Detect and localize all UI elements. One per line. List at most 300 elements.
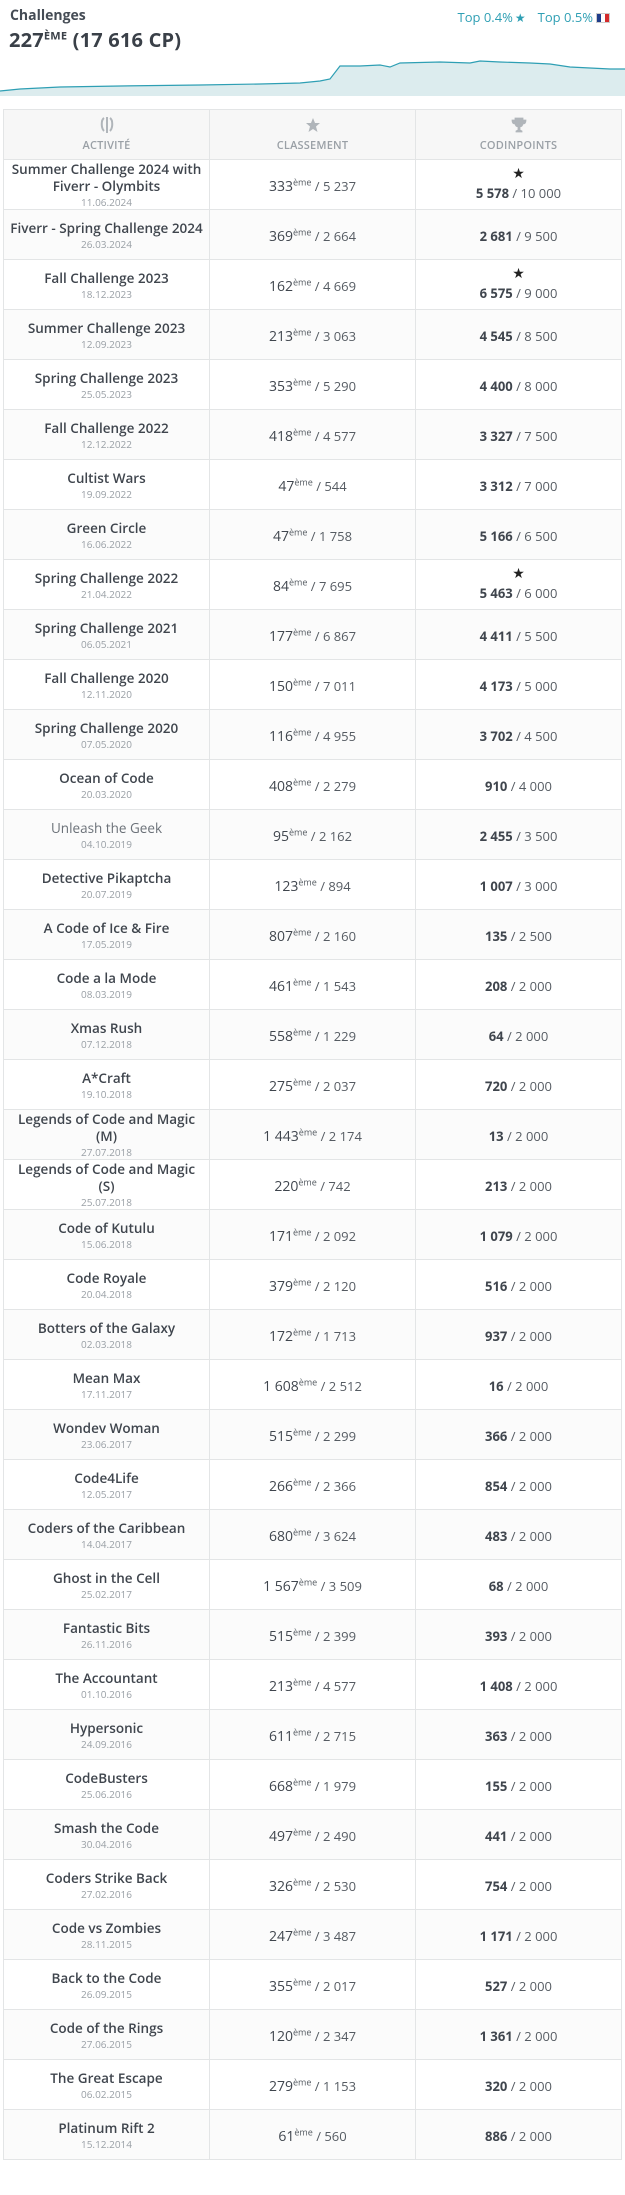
rank-suffix: ème (292, 375, 312, 389)
ranking-cell: 379ème / 2 120 (210, 1260, 416, 1310)
global-rank (9, 26, 181, 53)
codinpoints-cell: 4 400 / 8 000 (416, 360, 622, 410)
table-row (4, 810, 622, 860)
challenge-date: 06.05.2021 (81, 636, 132, 651)
activity-cell (4, 260, 210, 310)
rank-suffix: ème (292, 1475, 312, 1489)
rank-total: 544 (324, 476, 347, 495)
challenge-date: 17.11.2017 (81, 1386, 132, 1401)
codinpoints-cell: 886 / 2 000 (416, 2110, 622, 2160)
ranking-cell: 326ème / 2 530 (210, 1860, 416, 1910)
challenge-date: 23.06.2017 (81, 1436, 132, 1451)
challenge-date: 12.09.2023 (81, 336, 132, 351)
rank-suffix: ème (292, 1775, 312, 1789)
rank-value: 47 (278, 476, 295, 496)
cp-max: 2 000 (518, 1076, 552, 1095)
cp-value: 6 575 (479, 283, 513, 302)
challenge-date: 25.02.2017 (81, 1586, 132, 1601)
challenge-name[interactable]: A*Craft (82, 1068, 131, 1087)
cp-max: 2 000 (518, 1626, 552, 1645)
rank-total: 1 758 (318, 526, 353, 545)
rank-suffix: ème (292, 2025, 312, 2039)
cp-value: 1 007 (479, 876, 513, 895)
challenge-name[interactable]: Code4Life (74, 1468, 139, 1487)
challenges-header (0, 0, 625, 108)
cp-value: 1 408 (479, 1676, 513, 1695)
cp-value: 3 702 (479, 726, 513, 745)
cp-max: 2 000 (515, 1376, 549, 1395)
rank-total: 3 509 (328, 1576, 362, 1595)
cp-max: 2 000 (518, 976, 552, 995)
cp-value: 5 578 (475, 183, 510, 202)
challenge-name[interactable]: CodeBusters (65, 1768, 148, 1787)
codinpoints-cell: 527 / 2 000 (416, 1960, 622, 2010)
rank-value: 213 (268, 326, 293, 346)
table-row (4, 210, 622, 260)
rank-suffix: ème (292, 1325, 312, 1339)
challenge-name[interactable]: Ghost in the Cell (53, 1568, 160, 1587)
challenge-name[interactable]: A Code of Ice & Fire (43, 918, 170, 937)
activity-cell (4, 660, 210, 710)
ranking-cell: 369ème / 2 664 (210, 210, 416, 260)
rank-value: 116 (268, 726, 293, 746)
cp-max: 2 000 (524, 1926, 558, 1945)
challenge-name[interactable]: Fiverr - Spring Challenge 2024 (10, 218, 203, 237)
rank-total: 3 063 (322, 326, 357, 345)
rank-value: 515 (268, 1426, 293, 1446)
challenge-name[interactable]: Spring Challenge 2023 (34, 368, 179, 387)
activity-cell (4, 360, 210, 410)
challenge-name[interactable]: Platinum Rift 2 (58, 2118, 155, 2137)
table-row (4, 860, 622, 910)
challenge-name[interactable]: Coders Strike Back (45, 1868, 168, 1887)
challenge-name[interactable]: Fantastic Bits (62, 1618, 151, 1637)
challenge-date: 08.03.2019 (81, 986, 132, 1001)
codinpoints-cell: 5 166 / 6 500 (416, 510, 622, 560)
challenge-date: 02.03.2018 (81, 1336, 132, 1351)
table-row (4, 1460, 622, 1510)
cp-value: 527 (485, 1976, 508, 1995)
rank-suffix: ème (292, 225, 312, 239)
rank-value: 61 (278, 2126, 295, 2146)
rank-value: 680 (268, 1526, 293, 1546)
challenge-date: 14.04.2017 (81, 1536, 132, 1551)
star-icon (305, 116, 321, 134)
cp-value: 68 (488, 1576, 504, 1595)
rank-suffix: ème (294, 475, 313, 489)
challenge-name[interactable]: Mean Max (72, 1368, 141, 1387)
table-row (4, 660, 622, 710)
activity-cell (4, 2010, 210, 2060)
codinpoints-cell: 135 / 2 500 (416, 910, 622, 960)
codinpoints-cell: 2 455 / 3 500 (416, 810, 622, 860)
table-row (4, 1610, 622, 1660)
challenge-name[interactable]: Code Royale (66, 1268, 147, 1287)
cp-value: 5 463 (479, 583, 513, 602)
rank-suffix: ème (294, 2125, 313, 2139)
rank-value: 47 (272, 526, 289, 546)
rank-suffix: ème (292, 1075, 312, 1089)
table-row (4, 460, 622, 510)
cp-max: 9 000 (524, 283, 558, 302)
rank-suffix: ème (292, 1225, 312, 1239)
rank-total: 4 577 (322, 1676, 357, 1695)
challenge-date: 07.12.2018 (81, 1036, 132, 1051)
table-row (4, 260, 622, 310)
rank-total: 1 979 (322, 1776, 357, 1795)
codinpoints-cell: ★ 6 575 / 9 000 (416, 260, 622, 310)
challenge-date: 26.09.2015 (81, 1986, 132, 2001)
table-row (4, 1960, 622, 2010)
rank-value: 379 (268, 1276, 293, 1296)
activity-cell (4, 1060, 210, 1110)
ranking-cell: 515ème / 2 299 (210, 1410, 416, 1460)
rank-value: 611 (268, 1726, 293, 1746)
activity-cell (4, 160, 210, 210)
table-row (4, 1860, 622, 1910)
challenge-name[interactable]: The Accountant (55, 1668, 158, 1687)
activity-cell (4, 1960, 210, 2010)
codinpoints-cell: 2 681 / 9 500 (416, 210, 622, 260)
cp-max: 3 500 (524, 826, 558, 845)
codinpoints-cell: 4 545 / 8 500 (416, 310, 622, 360)
rank-total: 2 299 (322, 1426, 357, 1445)
rank-value: 171 (268, 1226, 293, 1246)
rank-value: 355 (268, 1976, 293, 1996)
codinpoints-cell: 155 / 2 000 (416, 1760, 622, 1810)
cp-value: 441 (485, 1826, 508, 1845)
codinpoints-cell: 4 411 / 5 500 (416, 610, 622, 660)
cp-max: 2 000 (515, 1576, 549, 1595)
table-row (4, 1310, 622, 1360)
challenge-name[interactable]: Summer Challenge 2023 (27, 318, 186, 337)
ranking-cell: 355ème / 2 017 (210, 1960, 416, 2010)
rank-total: 2 092 (322, 1226, 357, 1245)
cp-max: 2 000 (518, 1976, 552, 1995)
rank-total: 1 153 (322, 2076, 357, 2095)
challenge-name[interactable]: Wondev Woman (53, 1418, 160, 1437)
activity-cell (4, 1760, 210, 1810)
challenge-date: 12.12.2022 (81, 436, 132, 451)
rank-suffix: ème (292, 1825, 312, 1839)
challenge-name[interactable]: Legends of Code and Magic (M) (17, 1110, 196, 1145)
rank-value: 369 (268, 226, 293, 246)
cp-max: 7 000 (524, 476, 558, 495)
rank-total: 1 229 (322, 1026, 357, 1045)
table-row (4, 760, 622, 810)
rank-total: 2 347 (322, 2026, 357, 2045)
challenge-name[interactable]: Detective Pikaptcha (41, 868, 172, 887)
cp-value: 4 545 (479, 326, 513, 345)
rank-total: 7 695 (318, 576, 353, 595)
codinpoints-cell: 854 / 2 000 (416, 1460, 622, 1510)
challenge-date: 28.11.2015 (81, 1936, 132, 1951)
rank-total: 2 279 (322, 776, 357, 795)
cp-max: 2 000 (518, 2076, 552, 2095)
rank-value: 497 (268, 1826, 293, 1846)
challenge-name[interactable]: The Great Escape (50, 2068, 163, 2087)
cp-max: 6 000 (524, 583, 558, 602)
rank-total: 6 867 (322, 626, 357, 645)
challenge-name[interactable]: Code a la Mode (56, 968, 157, 987)
challenge-date: 06.02.2015 (81, 2086, 132, 2101)
activity-cell (4, 1010, 210, 1060)
table-row (4, 2060, 622, 2110)
activity-cell (4, 2110, 210, 2160)
rank-value: 418 (268, 426, 293, 446)
activity-cell (4, 1260, 210, 1310)
rank-total: 1 713 (322, 1326, 357, 1345)
rank-suffix: ème (288, 525, 308, 539)
cp-max: 2 000 (515, 1026, 549, 1045)
rank-suffix: ème (292, 2075, 312, 2089)
rank-suffix: ème (292, 775, 312, 789)
challenge-date: 21.04.2022 (81, 586, 132, 601)
challenge-name[interactable]: Fall Challenge 2022 (44, 418, 169, 437)
rank-value: 123 (274, 876, 299, 896)
table-row (4, 310, 622, 360)
challenge-name[interactable]: Botters of the Galaxy (37, 1318, 176, 1337)
table-row (4, 1710, 622, 1760)
cp-max: 6 500 (524, 526, 558, 545)
activity-cell (4, 1810, 210, 1860)
rank-total: 2 490 (322, 1826, 357, 1845)
challenge-date: 01.10.2016 (81, 1686, 132, 1701)
challenge-date: 26.11.2016 (81, 1636, 132, 1651)
rank-suffix: ème (288, 825, 308, 839)
rank-value: 558 (268, 1026, 293, 1046)
table-row (4, 610, 622, 660)
table-row (4, 1810, 622, 1860)
rank-suffix: ème (292, 1975, 312, 1989)
challenge-name[interactable]: Code of Kutulu (58, 1218, 155, 1237)
star-icon: ★ (512, 563, 525, 583)
rank-value: 220 (274, 1176, 299, 1196)
ranking-cell: 247ème / 3 487 (210, 1910, 416, 1960)
codinpoints-cell: 720 / 2 000 (416, 1060, 622, 1110)
challenge-date: 27.07.2018 (81, 1145, 132, 1159)
cp-max: 2 000 (518, 1826, 552, 1845)
table-row (4, 1010, 622, 1060)
activity-cell (4, 310, 210, 360)
challenge-name[interactable]: Summer Challenge 2024 with Fiverr - Olymbits (11, 160, 202, 195)
cp-value: 4 173 (479, 676, 513, 695)
cp-value: 937 (485, 1326, 508, 1345)
rank-suffix: ème (298, 1575, 318, 1589)
cp-value: 2 681 (479, 226, 513, 245)
rank-value: 162 (268, 276, 293, 296)
cp-max: 2 000 (518, 1526, 552, 1545)
cp-value: 4 400 (479, 376, 513, 395)
rank-total: 7 011 (322, 676, 357, 695)
ranking-cell: 172ème / 1 713 (210, 1310, 416, 1360)
ranking-cell: 95ème / 2 162 (210, 810, 416, 860)
rank-suffix: ème (292, 925, 312, 939)
col-codinpoints: CODINPOINTS (416, 110, 622, 160)
challenge-name[interactable]: Code of the Rings (49, 2018, 164, 2037)
rank-value: 1 567 (263, 1576, 299, 1596)
rank-suffix: ème (292, 975, 312, 989)
ranking-cell: 461ème / 1 543 (210, 960, 416, 1010)
cp-value: 155 (485, 1776, 508, 1795)
cp-value: 1 361 (479, 2026, 513, 2045)
cp-max: 2 000 (524, 2026, 558, 2045)
cp-value: 3 327 (479, 426, 513, 445)
cp-max: 5 500 (524, 626, 558, 645)
cp-max: 2 000 (518, 1276, 552, 1295)
codinpoints-cell: 937 / 2 000 (416, 1310, 622, 1360)
challenge-date: 24.09.2016 (81, 1736, 132, 1751)
rank-suffix: ème (292, 275, 312, 289)
codinpoints-cell: 516 / 2 000 (416, 1260, 622, 1310)
rank-value: 668 (268, 1776, 293, 1796)
challenge-date: 15.06.2018 (81, 1236, 132, 1251)
challenge-name[interactable]: Unleash the Geek (50, 818, 163, 837)
activity-cell (4, 2060, 210, 2110)
rank-value: 1 443 (263, 1126, 299, 1146)
activity-cell (4, 1360, 210, 1410)
codinpoints-cell: 1 361 / 2 000 (416, 2010, 622, 2060)
cp-value: 13 (488, 1126, 504, 1145)
challenge-name[interactable]: Legends of Code and Magic (S) (17, 1160, 196, 1195)
challenge-date: 27.06.2015 (81, 2036, 132, 2051)
cp-value: 2 455 (479, 826, 513, 845)
rank-suffix: ème (292, 425, 312, 439)
challenge-date: 11.06.2024 (81, 195, 132, 209)
ranking-cell: 275ème / 2 037 (210, 1060, 416, 1110)
rank-value: 461 (268, 976, 293, 996)
challenge-date: 30.04.2016 (81, 1836, 132, 1851)
activity-cell (4, 1560, 210, 1610)
rank-value: 120 (268, 2026, 293, 2046)
codinpoints-cell: 3 702 / 4 500 (416, 710, 622, 760)
challenge-name[interactable]: Spring Challenge 2020 (34, 718, 179, 737)
codinpoints-cell: 483 / 2 000 (416, 1510, 622, 1560)
rank-value: 84 (272, 576, 289, 596)
trophy-icon (511, 116, 527, 134)
cp-max: 2 000 (515, 1126, 549, 1145)
challenge-date: 25.07.2018 (81, 1195, 132, 1209)
cp-max: 2 000 (518, 1776, 552, 1795)
ranking-cell: 408ème / 2 279 (210, 760, 416, 810)
codinpoints-cell: 366 / 2 000 (416, 1410, 622, 1460)
activity-cell (4, 760, 210, 810)
challenge-name[interactable]: Spring Challenge 2021 (34, 618, 179, 637)
cp-max: 8 500 (524, 326, 558, 345)
codinpoints-cell: 13 / 2 000 (416, 1110, 622, 1160)
table-row (4, 1060, 622, 1110)
rank-value: 275 (268, 1076, 293, 1096)
top-percent (458, 8, 610, 26)
activity-cell (4, 960, 210, 1010)
table-row (4, 1660, 622, 1710)
codinpoints-cell: 910 / 4 000 (416, 760, 622, 810)
rank-suffix: ème (292, 175, 312, 189)
ranking-cell: 162ème / 4 669 (210, 260, 416, 310)
rank-suffix: ème (292, 1625, 312, 1639)
challenge-name[interactable]: Green Circle (66, 518, 147, 537)
challenge-date: 19.10.2018 (81, 1086, 132, 1101)
rank-suffix: ÈME (43, 28, 68, 44)
cp-max: 2 000 (518, 1876, 552, 1895)
rank-total: 4 577 (322, 426, 357, 445)
codinpoints-cell: 363 / 2 000 (416, 1710, 622, 1760)
top-global: Top 0.4% ★ (457, 8, 526, 26)
codinpoints-cell: 441 / 2 000 (416, 1810, 622, 1860)
cp-value: 754 (485, 1876, 508, 1895)
rank-total: 2 174 (328, 1126, 362, 1145)
table-row (4, 710, 622, 760)
challenge-date: 25.05.2023 (81, 386, 132, 401)
rank-suffix: ème (298, 1175, 317, 1189)
col-ranking: CLASSEMENT (210, 110, 416, 160)
challenge-date: 19.09.2022 (81, 486, 132, 501)
cp-value: 4 411 (479, 626, 513, 645)
table-row (4, 1360, 622, 1410)
challenge-date: 20.03.2020 (81, 786, 132, 801)
rank-value: 1 608 (263, 1376, 299, 1396)
rank-suffix: ème (292, 1925, 312, 1939)
table-row (4, 1560, 622, 1610)
challenge-name[interactable]: Smash the Code (54, 1818, 159, 1837)
challenge-name[interactable]: Hypersonic (69, 1718, 144, 1737)
challenge-name[interactable]: Fall Challenge 2020 (44, 668, 169, 687)
challenge-date: 25.06.2016 (81, 1786, 132, 1801)
table-row (4, 1110, 622, 1160)
challenge-name[interactable]: Back to the Code (51, 1968, 162, 1987)
challenge-name[interactable]: Coders of the Caribbean (27, 1518, 186, 1537)
rank-suffix: ème (288, 575, 308, 589)
cp-max: 2 000 (524, 1676, 558, 1695)
codinpoints-cell: 208 / 2 000 (416, 960, 622, 1010)
cp-value: 135 (485, 926, 508, 945)
cp-value: 1 171 (479, 1926, 513, 1945)
ranking-cell: 116ème / 4 955 (210, 710, 416, 760)
challenge-name[interactable]: Fall Challenge 2023 (44, 268, 169, 287)
rank-total: 5 290 (322, 376, 357, 395)
cp-max: 2 000 (518, 1426, 552, 1445)
challenge-name[interactable]: Ocean of Code (59, 768, 154, 787)
rank-suffix: ème (292, 675, 312, 689)
codinpoints-cell: 64 / 2 000 (416, 1010, 622, 1060)
rank-suffix: ème (292, 1675, 312, 1689)
ranking-cell: 668ème / 1 979 (210, 1760, 416, 1810)
table-row (4, 360, 622, 410)
ranking-cell: 171ème / 2 092 (210, 1210, 416, 1260)
cp-value: 213 (485, 1176, 508, 1195)
ranking-cell: 353ème / 5 290 (210, 360, 416, 410)
rank-total: 3 624 (322, 1526, 357, 1545)
activity-cell (4, 810, 210, 860)
cp-value: 208 (485, 976, 508, 995)
star-icon: ★ (512, 163, 525, 183)
cp-max: 7 500 (524, 426, 558, 445)
activity-cell (4, 410, 210, 460)
france-flag-icon (596, 13, 610, 23)
codinpoints-cell: 68 / 2 000 (416, 1560, 622, 1610)
rank-suffix: ème (292, 1525, 312, 1539)
codinpoints-cell: 1 171 / 2 000 (416, 1910, 622, 1960)
cp-value: 320 (485, 2076, 508, 2095)
challenge-name[interactable]: Xmas Rush (70, 1018, 143, 1037)
table-row (4, 1210, 622, 1260)
challenge-name[interactable]: Cultist Wars (67, 468, 146, 487)
table-row (4, 1410, 622, 1460)
cp-max: 4 000 (518, 776, 552, 795)
challenge-name[interactable]: Spring Challenge 2022 (34, 568, 179, 587)
ranking-cell: 611ème / 2 715 (210, 1710, 416, 1760)
challenge-name[interactable]: Code vs Zombies (51, 1918, 162, 1937)
